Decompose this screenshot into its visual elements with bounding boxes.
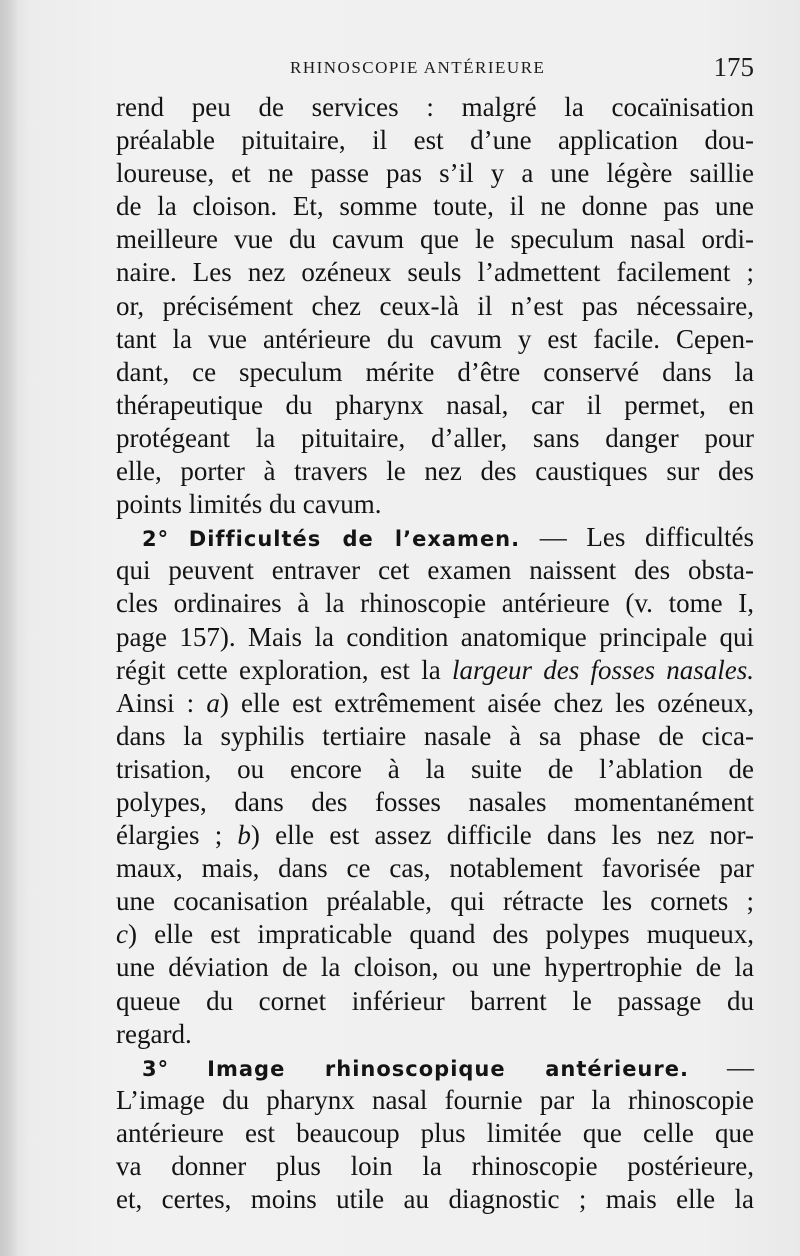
text-fragment: Ainsi :	[116, 687, 207, 718]
section-title: Image rhinoscopique antérieure.	[207, 1056, 689, 1081]
page-header	[116, 54, 754, 82]
text-fragment: ) elle est extrêmement aisée chez les ozéneux,	[219, 687, 754, 718]
text-line: antérieure est beaucoup plus limitée que celle que	[116, 1117, 754, 1148]
italic-phrase: largeur des fosses nasales.	[451, 654, 754, 685]
text-line: L’image du pharynx nasal fournie par la rhinoscopie	[116, 1084, 754, 1115]
section-heading-line	[116, 1051, 754, 1084]
text-line: queue du cornet inférieur barrent le passage du	[116, 985, 754, 1016]
text-line: dant, ce speculum mérite d’être conservé dans la	[116, 356, 754, 387]
page-number: 175	[713, 52, 754, 82]
section-number: 3°	[142, 1056, 170, 1081]
text-fragment: ) elle est assez difficile dans les nez nor-	[250, 820, 754, 851]
text-line	[116, 819, 754, 852]
text-line: points limités du cavum.	[116, 489, 382, 520]
text-fragment: élargies ;	[116, 820, 238, 851]
text-line: polypes, dans des fosses nasales momentanément	[116, 786, 754, 817]
text-line: or, précisément chez ceux-là il n’est pas nécessaire,	[116, 290, 754, 321]
section-title: Difficultés de l’examen.	[188, 527, 521, 552]
text-line: rend peu de services : malgré la cocaïnisation	[116, 92, 754, 122]
text-line: de la cloison. Et, somme toute, il ne donne pas une	[116, 191, 754, 222]
text-line: cles ordinaires à la rhinoscopie antérieure (v. tome I,	[116, 588, 754, 619]
text-line: qui peuvent entraver cet examen naissent des obsta-	[116, 555, 754, 586]
text-fragment: —	[727, 1051, 755, 1082]
page-edge-shadow	[0, 0, 18, 1256]
text-line: trisation, ou encore à la suite de l’ablation de	[116, 753, 754, 784]
text-line: va donner plus loin la rhinoscopie postérieure,	[116, 1151, 754, 1181]
text-line: loureuse, et ne passe pas s’il y a une légère saillie	[116, 158, 754, 189]
enumeration-letter: b	[237, 820, 251, 851]
text-line: maux, mais, dans ce cas, notablement favorisée par	[116, 853, 754, 884]
text-line: et, certes, moins utile au diagnostic ; mais elle la	[116, 1184, 754, 1215]
text-line: page 157). Mais la condition anatomique principale qui	[116, 621, 754, 652]
text-fragment: — Les difficultés	[539, 522, 754, 553]
section-number: 2°	[142, 527, 170, 552]
text-fragment: ) elle est impraticable quand des polypes muqueux,	[127, 919, 754, 950]
body-text	[116, 91, 754, 1216]
text-line	[116, 687, 754, 720]
running-title: RHINOSCOPIE ANTÉRIEURE	[290, 58, 546, 77]
text-line	[116, 918, 754, 951]
text-line: elle, porter à travers le nez des caustiques sur des	[116, 456, 754, 487]
enumeration-letter: a	[206, 687, 220, 718]
text-line: tant la vue antérieure du cavum y est facile. Cepen-	[116, 323, 754, 354]
text-line: protégeant la pituitaire, d’aller, sans danger pour	[116, 422, 754, 453]
text-line: thérapeutique du pharynx nasal, car il permet, en	[116, 389, 754, 420]
section-heading-line	[116, 521, 754, 554]
text-line: regard.	[116, 1018, 192, 1049]
text-line: dans la syphilis tertiaire nasale à sa phase de cica-	[116, 720, 754, 751]
text-line: meilleure vue du cavum que le speculum nasal ordi-	[116, 224, 754, 255]
text-line: une déviation de la cloison, ou une hypertrophie de la	[116, 952, 754, 983]
text-line	[116, 654, 754, 687]
text-line: une cocanisation préalable, qui rétracte les cornets ;	[116, 886, 754, 917]
text-line: naire. Les nez ozéneux seuls l’admettent facilement ;	[116, 257, 754, 288]
enumeration-letter: c	[116, 919, 128, 950]
text-line: préalable pituitaire, il est d’une application dou-	[116, 125, 754, 156]
text-fragment: régit cette exploration, est la	[116, 654, 452, 685]
